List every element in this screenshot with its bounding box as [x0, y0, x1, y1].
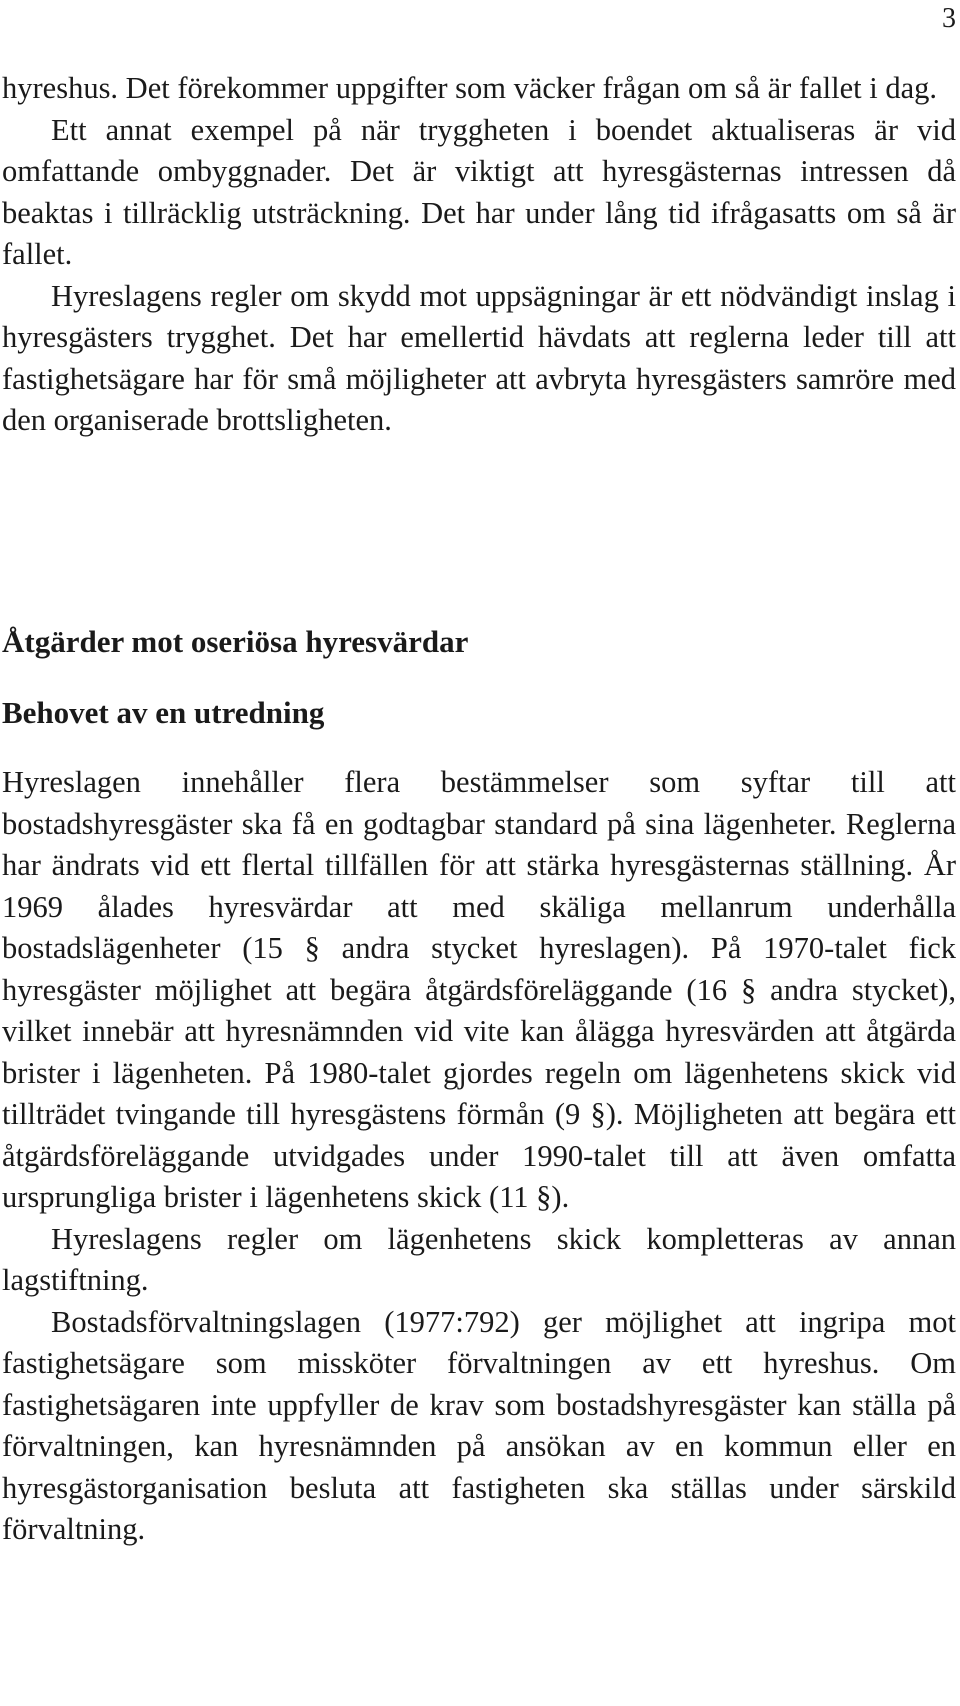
paragraph: hyreshus. Det förekommer uppgifter som väcker frågan om så är fallet i dag. — [2, 71, 938, 105]
paragraph: Hyreslagens regler om lägenhetens skick kompletteras av annan lagstiftning. — [2, 1221, 956, 1297]
paragraph: Ett annat exempel på när tryggheten i boendet aktualiseras är vid omfattande ombyggnader. Det är viktigt att hyresgästernas intressen då beaktas i tillräcklig utsträckning. Det har under lång tid ifrågasatts om så är fallet. — [2, 112, 956, 271]
paragraph: Bostadsförvaltningslagen (1977:792) ger möjlighet att ingripa mot fastighetsägare som missköter förvaltningen av ett hyreshus. Om fastighetsägaren inte uppfyller de krav som bostadshyresgäster kan ställa på förvaltningen, kan hyresnämnden på ansökan av en kommun eller en hyresgästorganisation besluta att fastigheten ska ställas under särskild förvaltning. — [2, 1304, 956, 1546]
section-subheading: Behovet av en utredning — [2, 695, 325, 730]
page-number: 3 — [942, 3, 956, 34]
intro-section — [2, 68, 956, 442]
paragraph: Hyreslagens regler om skydd mot uppsägningar är ett nödvändigt inslag i hyresgästers trygghet. Det har emellertid hävdats att reglerna leder till att fastighetsägare har för små möjligheter att avbryta hyresgästers samröre med den organiserade brottsligheten. — [2, 278, 956, 437]
section-heading: Åtgärder mot oseriösa hyresvärdar — [2, 624, 469, 659]
main-section — [2, 762, 956, 1551]
paragraph: Hyreslagen innehåller flera bestämmelser som syftar till att bostadshyresgäster ska få en godtagbar standard på sina lägenheter. Reglerna har ändrats vid ett flertal tillfällen för att stärka hyresgästernas ställning. År 1969 ålades hyresvärdar att med skäliga mellanrum underhålla bostadslägenheter (15 § andra stycket hyreslagen). På 1970-talet fick hyresgäster möjlighet att begära åtgärdsföreläggande (16 § andra stycket), vilket innebär att hyresnämnden vid vite kan ålägga hyresvärden att åtgärda brister i lägenheten. På 1980-talet gjordes regeln om lägenhetens skick vid tillträdet tvingande till hyresgästens förmån (9 §). Möjligheten att begära ett åtgärdsföreläggande utvidgades under 1990-talet till att även omfatta ursprungliga brister i lägenhetens skick (11 §). — [2, 765, 956, 1214]
